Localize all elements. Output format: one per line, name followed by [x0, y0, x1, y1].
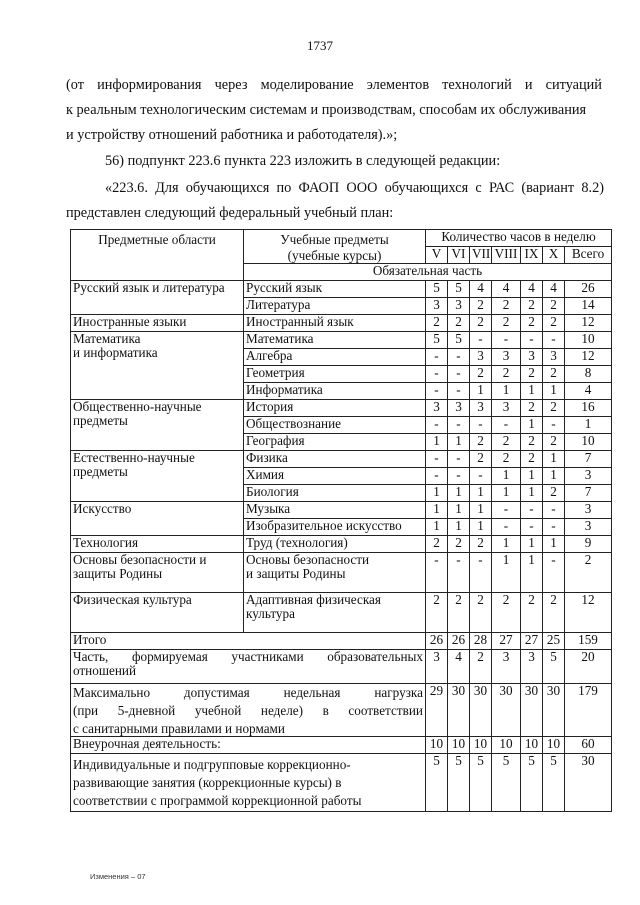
subject-hours-5: 2 — [543, 485, 565, 502]
subject-hours-4: 1 — [521, 536, 543, 553]
extracurricular-row — [71, 737, 612, 754]
subject-hours-2: 4 — [470, 281, 492, 298]
max-load-line1-word: недельная — [283, 685, 341, 700]
subject-hours-1: - — [448, 349, 470, 366]
subject-hours-2: 2 — [470, 366, 492, 383]
participants-line1-word: участниками — [231, 649, 304, 664]
participants-row — [71, 650, 612, 684]
subject-hours-3: 2 — [492, 366, 521, 383]
intro-line-1 — [66, 77, 602, 94]
subject-area: Естественно-научные предметы — [71, 451, 244, 502]
word: Для — [155, 180, 179, 196]
subject-area: Математика и информатика — [71, 332, 244, 400]
subject-hours-3: 2 — [492, 315, 521, 332]
header-grade-4: IX — [521, 247, 543, 264]
subject-hours-2: - — [470, 468, 492, 485]
correctional-hours-1: 5 — [448, 754, 470, 812]
subject-name: История — [244, 400, 426, 417]
subject-hours-3: - — [492, 417, 521, 434]
word: обучающихся — [384, 180, 469, 196]
header-grade-3: VIII — [492, 247, 521, 264]
intro-line-3: и устройству отношений работника и работодателя).»; — [66, 127, 398, 143]
subject-name: Музыка — [244, 502, 426, 519]
subject-hours-1: 1 — [448, 485, 470, 502]
subject-name: Геометрия — [244, 366, 426, 383]
subject-area: Общественно-научные предметы — [71, 400, 244, 451]
extracurricular-hours-6: 60 — [565, 737, 612, 754]
subject-hours-5: 3 — [543, 349, 565, 366]
subject-hours-1: 2 — [448, 593, 470, 633]
participants-hours-0: 3 — [426, 650, 448, 684]
subject-hours-4: 1 — [521, 417, 543, 434]
subject-hours-0: 2 — [426, 315, 448, 332]
subject-hours-0: 1 — [426, 485, 448, 502]
subject-hours-5: 1 — [543, 468, 565, 485]
amendment-item-56: 56) подпункт 223.6 пункта 223 изложить в следующей редакции: — [105, 153, 501, 169]
subject-row — [71, 502, 612, 519]
total-label: Итого — [71, 633, 426, 650]
subject-hours-3: 1 — [492, 485, 521, 502]
subject-hours-3: 2 — [492, 451, 521, 468]
intro-line-5 — [105, 180, 604, 197]
subject-hours-3: 3 — [492, 400, 521, 417]
subject-hours-0: 5 — [426, 281, 448, 298]
participants-line1-word: формируемая — [131, 649, 208, 664]
subject-hours-2: - — [470, 332, 492, 349]
subject-hours-0: 5 — [426, 332, 448, 349]
correctional-label: Индивидуальные и подгрупповые коррекционно- развивающие занятия (коррекционные курсы) в соответствии с программой коррекционной работы — [71, 754, 426, 812]
extracurricular-hours-0: 10 — [426, 737, 448, 754]
subject-hours-1: 2 — [448, 315, 470, 332]
subject-hours-6: 3 — [565, 502, 612, 519]
total-hours-2: 28 — [470, 633, 492, 650]
subject-hours-0: - — [426, 349, 448, 366]
header-subjects-line2: (учебные курсы) — [287, 248, 382, 263]
extracurricular-hours-4: 10 — [521, 737, 543, 754]
subject-name: Литература — [244, 298, 426, 315]
subject-hours-1: 1 — [448, 434, 470, 451]
subject-hours-6: 4 — [565, 383, 612, 400]
word: моделирование — [260, 77, 354, 93]
subject-hours-1: - — [448, 417, 470, 434]
extracurricular-label: Внеурочная деятельность: — [71, 737, 426, 754]
word: технологий — [442, 77, 512, 93]
subject-area: Технология — [71, 536, 244, 553]
subject-area: Основы безопасности и защиты Родины — [71, 553, 244, 593]
word: обучающихся — [185, 180, 270, 196]
max-load-label — [71, 684, 426, 737]
word: по — [276, 180, 292, 196]
subject-hours-3: 2 — [492, 593, 521, 633]
subject-hours-6: 26 — [565, 281, 612, 298]
subject-hours-1: - — [448, 451, 470, 468]
word: (вариант — [521, 180, 575, 196]
subject-hours-5: - — [543, 332, 565, 349]
subject-hours-4: 2 — [521, 451, 543, 468]
subject-hours-1: 5 — [448, 281, 470, 298]
subject-name: Обществознание — [244, 417, 426, 434]
subject-hours-4: 4 — [521, 281, 543, 298]
subject-name: Химия — [244, 468, 426, 485]
subject-row — [71, 553, 612, 593]
page-number: 1737 — [307, 38, 333, 53]
header-hours: Количество часов в неделю — [426, 230, 612, 247]
subject-row — [71, 451, 612, 468]
participants-hours-5: 5 — [543, 650, 565, 684]
subject-area: Искусство — [71, 502, 244, 536]
subject-hours-2: 1 — [470, 519, 492, 536]
subject-hours-6: 2 — [565, 553, 612, 593]
subject-hours-1: - — [448, 468, 470, 485]
participants-hours-4: 3 — [521, 650, 543, 684]
subject-hours-1: - — [448, 383, 470, 400]
subject-hours-2: 2 — [470, 593, 492, 633]
subject-row — [71, 332, 612, 349]
subject-hours-3: - — [492, 332, 521, 349]
subject-hours-4: 2 — [521, 315, 543, 332]
total-hours-1: 26 — [448, 633, 470, 650]
subject-name: Русский язык — [244, 281, 426, 298]
subject-hours-1: 5 — [448, 332, 470, 349]
word: через — [214, 77, 248, 93]
subject-name: Физика — [244, 451, 426, 468]
max-load-line2-word: 5-дневной — [117, 703, 176, 718]
header-grade-2: VII — [470, 247, 492, 264]
subject-hours-2: 2 — [470, 536, 492, 553]
max-load-hours-3: 30 — [492, 684, 521, 737]
subject-hours-2: - — [470, 417, 492, 434]
subject-name: Изобразительное искусство — [244, 519, 426, 536]
subject-hours-6: 12 — [565, 593, 612, 633]
max-load-hours-6: 179 — [565, 684, 612, 737]
subject-hours-6: 3 — [565, 468, 612, 485]
subject-row — [71, 593, 612, 633]
subject-hours-2: 1 — [470, 383, 492, 400]
subject-hours-0: - — [426, 366, 448, 383]
subject-name: Основы безопасности и защиты Родины — [244, 553, 426, 593]
participants-line1 — [73, 650, 423, 664]
subject-hours-6: 7 — [565, 485, 612, 502]
participants-line1-word: Часть, — [73, 649, 109, 664]
max-load-line1 — [73, 686, 423, 700]
word: ФАОП — [298, 180, 340, 196]
subject-name: Информатика — [244, 383, 426, 400]
max-load-line2-word: соответствии — [348, 703, 423, 718]
subject-hours-2: 2 — [470, 451, 492, 468]
subject-hours-5: 4 — [543, 281, 565, 298]
extracurricular-hours-3: 10 — [492, 737, 521, 754]
subject-name: Математика — [244, 332, 426, 349]
subject-hours-4: - — [521, 502, 543, 519]
header-grade-6: Всего — [565, 247, 612, 264]
subject-hours-5: 1 — [543, 451, 565, 468]
intro-line-2: к реальным технологическим системам и производствам, способам их обслуживания — [66, 102, 587, 118]
subject-hours-3: - — [492, 519, 521, 536]
subject-hours-0: 2 — [426, 536, 448, 553]
word: «223.6. — [105, 180, 148, 196]
extracurricular-hours-5: 10 — [543, 737, 565, 754]
intro-line-6: представлен следующий федеральный учебный план: — [66, 205, 394, 221]
subject-hours-4: 2 — [521, 434, 543, 451]
max-load-hours-4: 30 — [521, 684, 543, 737]
subject-hours-4: 1 — [521, 383, 543, 400]
subject-hours-0: 2 — [426, 593, 448, 633]
subject-hours-6: 3 — [565, 519, 612, 536]
subject-hours-6: 9 — [565, 536, 612, 553]
subject-hours-3: 4 — [492, 281, 521, 298]
word: ситуаций — [545, 77, 602, 93]
subject-hours-2: - — [470, 553, 492, 593]
total-row — [71, 633, 612, 650]
subject-hours-6: 16 — [565, 400, 612, 417]
subject-row — [71, 536, 612, 553]
word: с — [475, 180, 482, 196]
footer-note: Изменения – 07 — [90, 872, 146, 881]
subject-hours-1: - — [448, 366, 470, 383]
max-load-line1-word: Максимально — [73, 685, 151, 700]
header-grade-5: X — [543, 247, 565, 264]
subject-hours-4: 2 — [521, 400, 543, 417]
word: информирования — [97, 77, 202, 93]
subject-hours-5: 2 — [543, 315, 565, 332]
subject-hours-5: - — [543, 553, 565, 593]
correctional-hours-2: 5 — [470, 754, 492, 812]
header-row — [71, 230, 612, 247]
subject-hours-5: 1 — [543, 536, 565, 553]
max-load-line2-word: учебной — [194, 703, 242, 718]
word: ООО — [346, 180, 378, 196]
subject-hours-3: 1 — [492, 536, 521, 553]
subject-hours-3: 1 — [492, 553, 521, 593]
subject-hours-0: - — [426, 451, 448, 468]
subject-area: Физическая культура — [71, 593, 244, 633]
subject-hours-0: 1 — [426, 519, 448, 536]
total-hours-4: 27 — [521, 633, 543, 650]
subject-area: Иностранные языки — [71, 315, 244, 332]
subject-hours-0: - — [426, 553, 448, 593]
subject-hours-4: 2 — [521, 593, 543, 633]
max-load-hours-0: 29 — [426, 684, 448, 737]
header-subjects-line1: Учебные предметы — [280, 232, 389, 247]
subject-hours-5: 2 — [543, 298, 565, 315]
subject-name: Биология — [244, 485, 426, 502]
subject-hours-0: - — [426, 383, 448, 400]
participants-line2: отношений — [73, 663, 137, 678]
correctional-hours-5: 5 — [543, 754, 565, 812]
participants-hours-1: 4 — [448, 650, 470, 684]
subject-name: География — [244, 434, 426, 451]
subject-row — [71, 281, 612, 298]
extracurricular-hours-2: 10 — [470, 737, 492, 754]
subject-hours-4: 1 — [521, 553, 543, 593]
subject-hours-6: 10 — [565, 434, 612, 451]
subject-hours-5: 1 — [543, 383, 565, 400]
subject-hours-3: 1 — [492, 383, 521, 400]
curriculum-table — [70, 229, 612, 812]
mandatory-part-label: Обязательная часть — [244, 264, 612, 281]
max-load-line1-word: нагрузка — [374, 685, 423, 700]
subject-hours-0: - — [426, 417, 448, 434]
subject-hours-1: - — [448, 553, 470, 593]
subject-hours-3: 3 — [492, 349, 521, 366]
subject-hours-3: 2 — [492, 434, 521, 451]
subject-hours-4: 1 — [521, 485, 543, 502]
subject-hours-2: 2 — [470, 298, 492, 315]
subject-area: Русский язык и литература — [71, 281, 244, 315]
participants-label — [71, 650, 426, 684]
participants-hours-6: 20 — [565, 650, 612, 684]
subject-hours-4: - — [521, 332, 543, 349]
subject-hours-2: 2 — [470, 434, 492, 451]
max-load-hours-5: 30 — [543, 684, 565, 737]
subject-name: Иностранный язык — [244, 315, 426, 332]
max-load-line2 — [73, 704, 423, 718]
max-load-row — [71, 684, 612, 737]
word: и — [524, 77, 533, 93]
subject-hours-0: 1 — [426, 502, 448, 519]
max-load-line2-word: в — [322, 703, 329, 718]
subject-hours-4: 2 — [521, 298, 543, 315]
word: (от — [66, 77, 84, 93]
subject-name: Труд (технология) — [244, 536, 426, 553]
word: элементов — [366, 77, 430, 93]
subject-hours-6: 12 — [565, 349, 612, 366]
subject-row — [71, 315, 612, 332]
curriculum-table-body — [71, 230, 612, 812]
subject-hours-0: 3 — [426, 298, 448, 315]
subject-hours-5: - — [543, 519, 565, 536]
total-hours-0: 26 — [426, 633, 448, 650]
subject-hours-5: 2 — [543, 400, 565, 417]
subject-hours-5: 2 — [543, 434, 565, 451]
participants-hours-3: 3 — [492, 650, 521, 684]
subject-hours-2: 2 — [470, 315, 492, 332]
correctional-hours-4: 5 — [521, 754, 543, 812]
subject-hours-2: 1 — [470, 485, 492, 502]
subject-name: Алгебра — [244, 349, 426, 366]
header-grade-1: VI — [448, 247, 470, 264]
total-hours-3: 27 — [492, 633, 521, 650]
subject-hours-3: 2 — [492, 298, 521, 315]
subject-hours-1: 3 — [448, 298, 470, 315]
subject-hours-3: - — [492, 502, 521, 519]
subject-hours-1: 1 — [448, 502, 470, 519]
subject-hours-6: 12 — [565, 315, 612, 332]
subject-hours-6: 1 — [565, 417, 612, 434]
word: РАС — [488, 180, 515, 196]
subject-hours-0: 1 — [426, 434, 448, 451]
subject-hours-4: 2 — [521, 366, 543, 383]
header-areas: Предметные области — [71, 230, 244, 281]
subject-name: Адаптивная физическая культура — [244, 593, 426, 633]
header-grade-0: V — [426, 247, 448, 264]
subject-hours-3: 1 — [492, 468, 521, 485]
max-load-line3: с санитарными правилами и нормами — [73, 721, 285, 736]
max-load-line2-word: (при — [73, 703, 99, 718]
subject-hours-6: 7 — [565, 451, 612, 468]
subject-hours-2: 3 — [470, 349, 492, 366]
total-hours-6: 159 — [565, 633, 612, 650]
subject-hours-1: 3 — [448, 400, 470, 417]
correctional-hours-0: 5 — [426, 754, 448, 812]
subject-hours-0: 3 — [426, 400, 448, 417]
subject-hours-6: 14 — [565, 298, 612, 315]
subject-hours-5: 2 — [543, 593, 565, 633]
word: 8.2) — [581, 180, 604, 196]
max-load-line1-word: допустимая — [183, 685, 250, 700]
subject-hours-0: - — [426, 468, 448, 485]
subject-hours-4: - — [521, 519, 543, 536]
subject-hours-1: 1 — [448, 519, 470, 536]
subject-row — [71, 400, 612, 417]
subject-hours-4: 1 — [521, 468, 543, 485]
correctional-hours-6: 30 — [565, 754, 612, 812]
header-subjects — [244, 230, 426, 264]
subject-hours-5: 2 — [543, 366, 565, 383]
max-load-hours-1: 30 — [448, 684, 470, 737]
subject-hours-2: 3 — [470, 400, 492, 417]
total-hours-5: 25 — [543, 633, 565, 650]
subject-hours-5: - — [543, 417, 565, 434]
subject-hours-6: 10 — [565, 332, 612, 349]
max-load-line2-word: неделе) — [260, 703, 304, 718]
subject-hours-2: 1 — [470, 502, 492, 519]
subject-hours-6: 8 — [565, 366, 612, 383]
subject-hours-1: 2 — [448, 536, 470, 553]
max-load-hours-2: 30 — [470, 684, 492, 737]
subject-hours-4: 3 — [521, 349, 543, 366]
subject-hours-5: - — [543, 502, 565, 519]
participants-line1-word: образовательных — [327, 649, 423, 664]
extracurricular-hours-1: 10 — [448, 737, 470, 754]
correctional-row — [71, 754, 612, 812]
participants-hours-2: 2 — [470, 650, 492, 684]
correctional-hours-3: 5 — [492, 754, 521, 812]
